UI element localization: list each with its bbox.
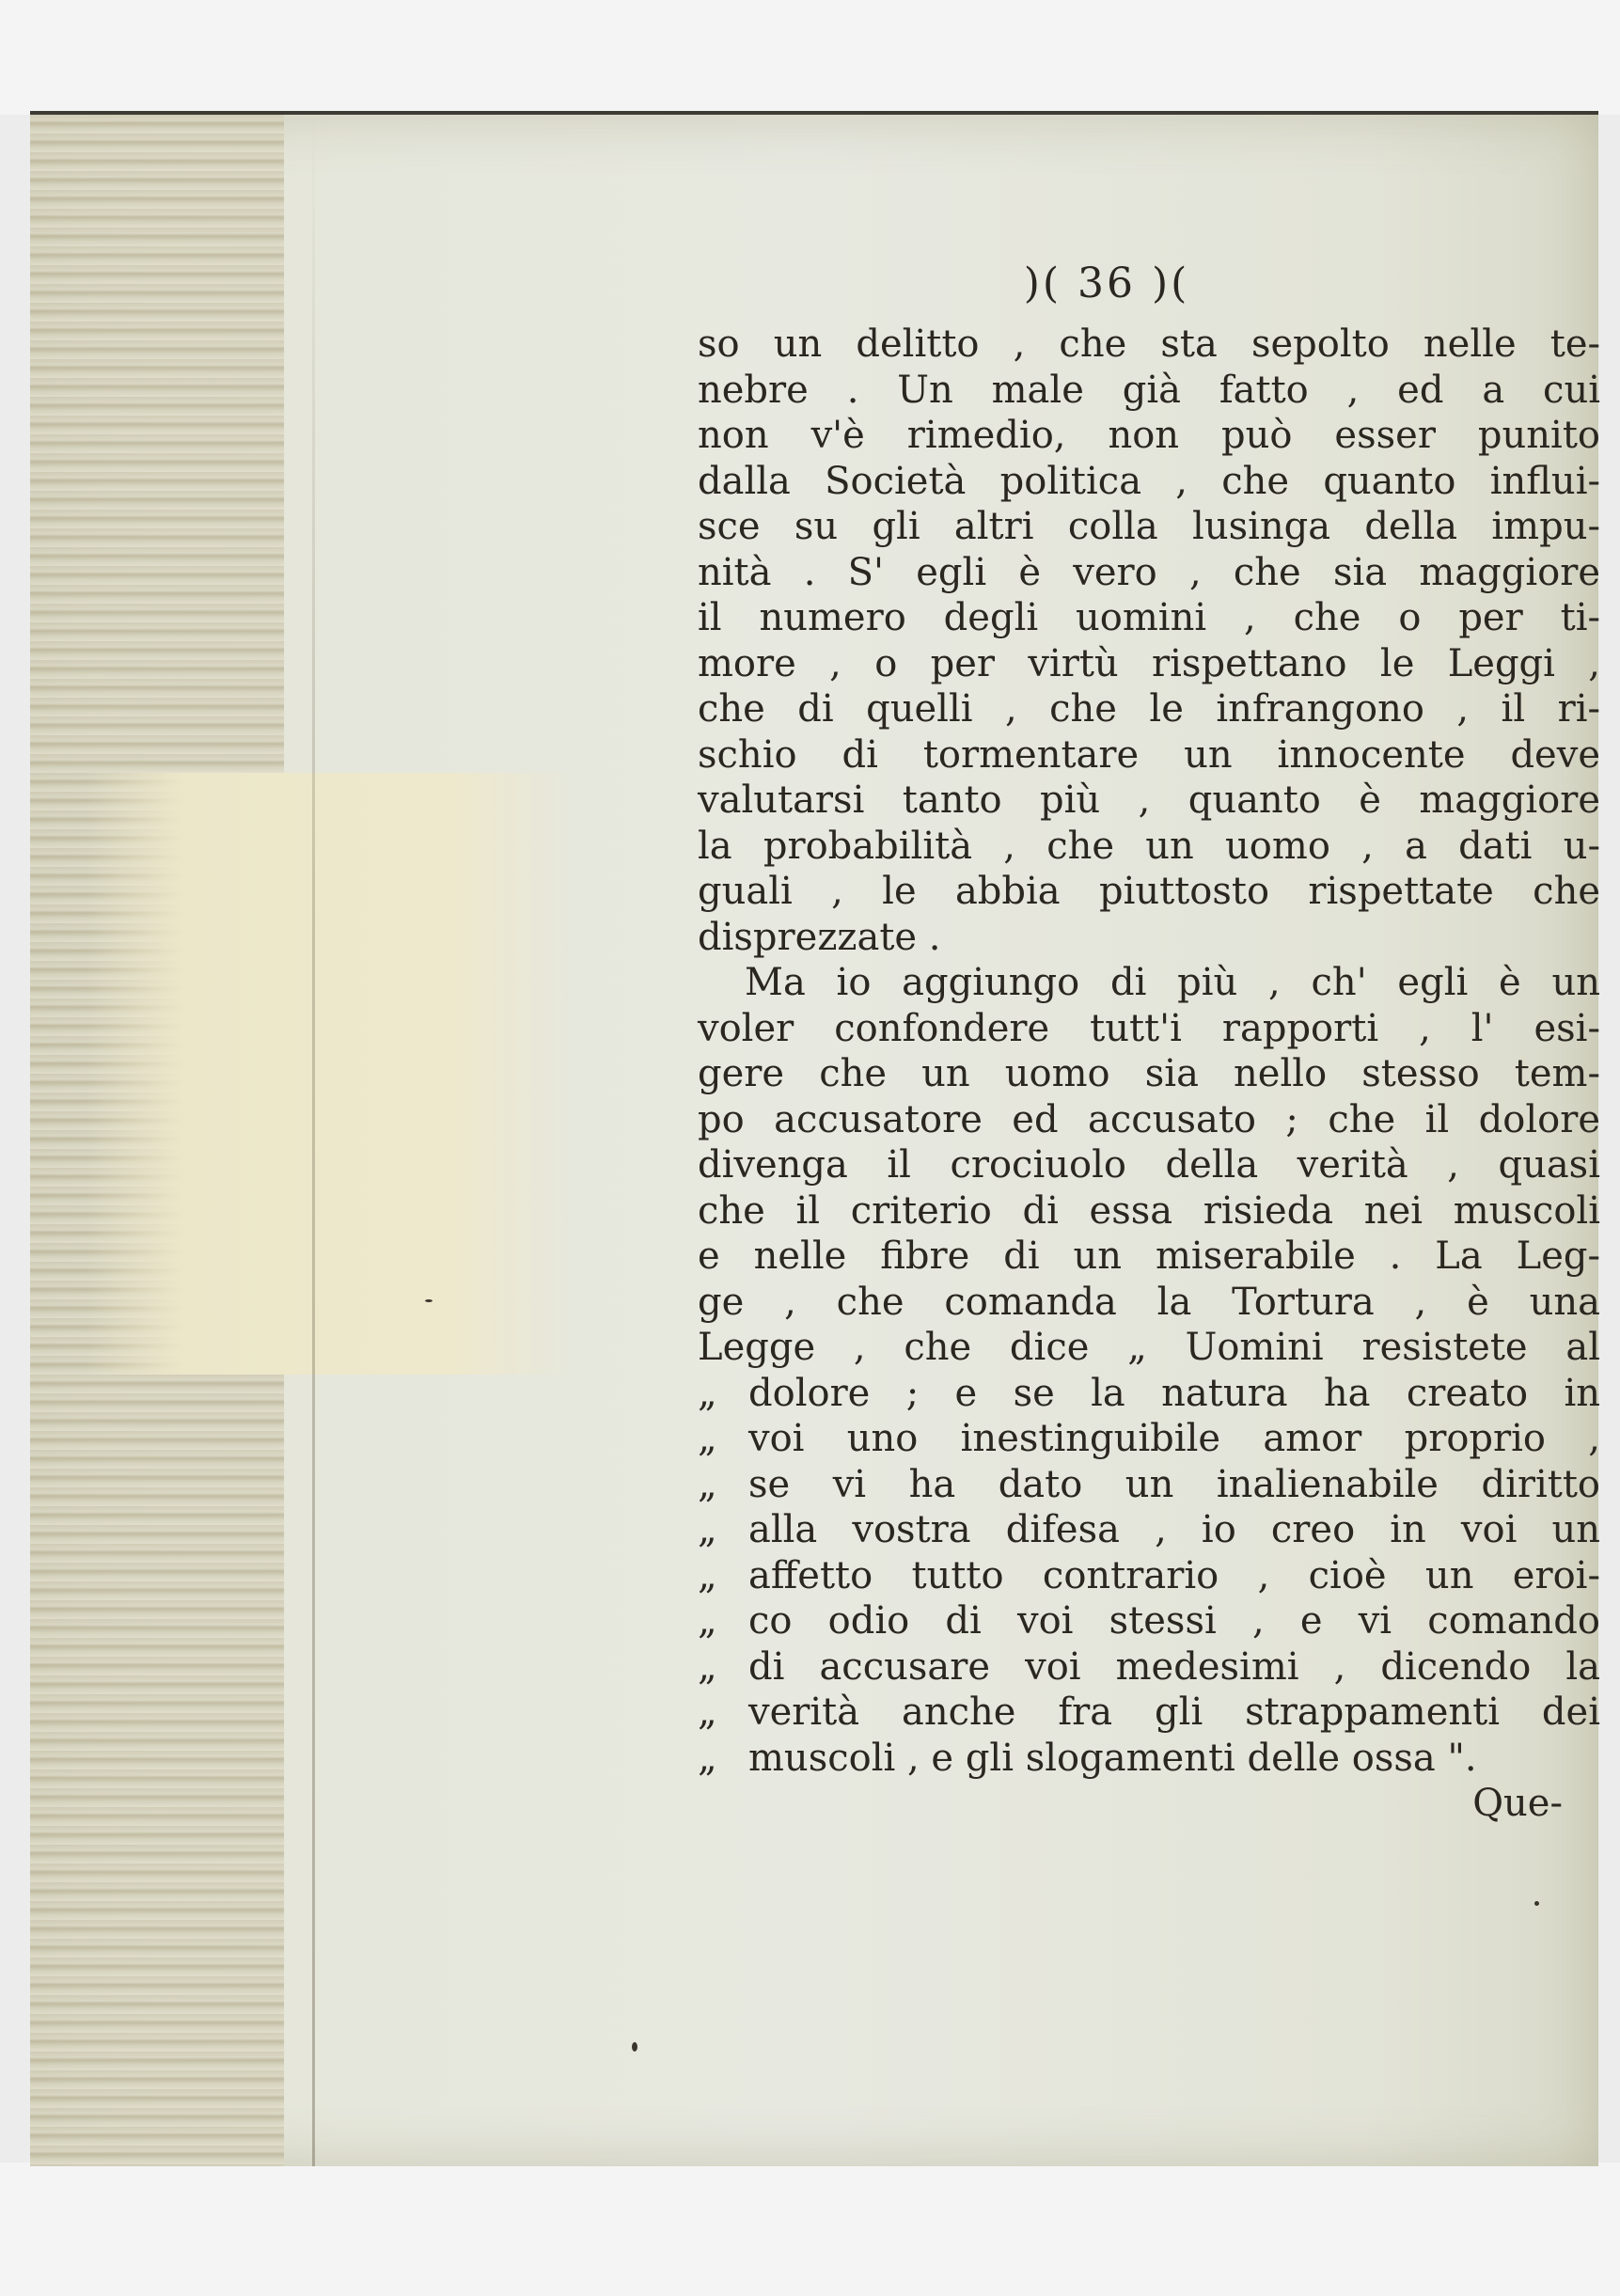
quote-text: alla vostra difesa , io creo in voi un <box>748 1508 1600 1551</box>
text-line: non v'è rimedio, non può esser punito <box>698 414 1600 457</box>
text-line: divenga il crociuolo della verità , quasi <box>698 1143 1600 1187</box>
text-line: nità . S' egli è vero , che sia maggiore <box>698 550 1600 594</box>
text-line: more , o per virtù rispettano le Leggi , <box>698 641 1600 685</box>
paper-speck <box>425 1299 433 1302</box>
text-line: che il criterio di essa risieda nei muscoli <box>698 1188 1600 1233</box>
text-line: voler confondere tutt'i rapporti , l' esi- <box>698 1006 1600 1050</box>
quote-mark: „ <box>698 1691 717 1734</box>
quote-line <box>698 1736 1600 1782</box>
text-line: che di quelli , che le infrangono , il ri- <box>698 687 1600 731</box>
quote-line <box>698 1598 1600 1644</box>
quote-line <box>698 1371 1600 1417</box>
text-line: Ma io aggiungo di più , ch' egli è un <box>745 961 1600 1004</box>
quote-mark: „ <box>698 1553 717 1597</box>
paper-page <box>30 111 1598 2166</box>
quote-mark: „ <box>698 1508 717 1551</box>
page-number-header: )( 36 )( <box>1023 259 1190 307</box>
text-line: so un delitto , che sta sepolto nelle te- <box>698 322 1600 366</box>
scanner-margin-bottom <box>0 2162 1620 2296</box>
quote-mark: „ <box>698 1599 717 1643</box>
quote-text: di accusare voi medesimi , dicendo la <box>748 1644 1600 1689</box>
text-line: schio di tormentare un innocente deve <box>698 732 1600 777</box>
quote-text: affetto tutto contrario , cioè un eroi- <box>748 1553 1600 1597</box>
text-line: disprezzate . <box>698 915 941 959</box>
gutter-light-patch <box>87 773 575 1375</box>
text-line: guali , le abbia piuttosto rispettate che <box>698 870 1600 913</box>
text-line: po accusatore ed accusato ; che il dolore <box>698 1097 1600 1141</box>
text-block <box>698 256 1600 1827</box>
quote-line <box>698 1462 1600 1508</box>
text-line: nebre . Un male già fatto , ed a cui <box>698 368 1600 412</box>
text-line: dalla Società politica , che quanto influi- <box>698 459 1600 503</box>
paper-speck <box>1534 1901 1539 1906</box>
quote-text: co odio di voi stessi , e vi comando <box>748 1599 1600 1643</box>
text-line: il numero degli uomini , che o per ti- <box>698 596 1600 639</box>
paragraph-2 <box>698 960 1600 1371</box>
quote-text: verità anche fra gli strappamenti dei <box>748 1691 1600 1734</box>
quote-text: voi uno inestinguibile amor proprio , <box>748 1417 1600 1460</box>
catchword: Que- <box>1472 1782 1563 1825</box>
quote-text: muscoli , e gli slogamenti delle ossa ". <box>748 1736 1477 1780</box>
text-line: la probabilità , che un uomo , a dati u- <box>698 824 1600 868</box>
scanner-margin-top <box>0 0 1620 115</box>
quote-line <box>698 1553 1600 1599</box>
paper-speck <box>632 2042 637 2052</box>
paragraph-1 <box>698 322 1600 960</box>
gutter-fold-line <box>312 115 315 2166</box>
quote-line <box>698 1507 1600 1553</box>
text-line: sce su gli altri colla lusinga della impu- <box>698 505 1600 548</box>
quote-line <box>698 1416 1600 1462</box>
quote-mark: „ <box>698 1462 717 1506</box>
quote-line <box>698 1644 1600 1691</box>
text-line: Legge , che dice „ Uomini resistete al <box>698 1326 1600 1369</box>
quote-text: dolore ; e se la natura ha creato in <box>748 1371 1600 1415</box>
quote-mark: „ <box>698 1417 717 1460</box>
text-line: e nelle fibre di un miserabile . La Leg- <box>698 1234 1600 1278</box>
quote-mark: „ <box>698 1736 717 1780</box>
text-line: ge , che comanda la Tortura , è una <box>698 1280 1600 1324</box>
quote-text: se vi ha dato un inalienabile diritto <box>748 1462 1600 1506</box>
quote-mark: „ <box>698 1371 717 1415</box>
text-line: gere che un uomo sia nello stesso tem- <box>698 1052 1600 1095</box>
text-line: valutarsi tanto più , quanto è maggiore <box>698 778 1600 822</box>
quote-line <box>698 1690 1600 1736</box>
quote-mark: „ <box>698 1644 717 1689</box>
quotation <box>698 1371 1600 1782</box>
